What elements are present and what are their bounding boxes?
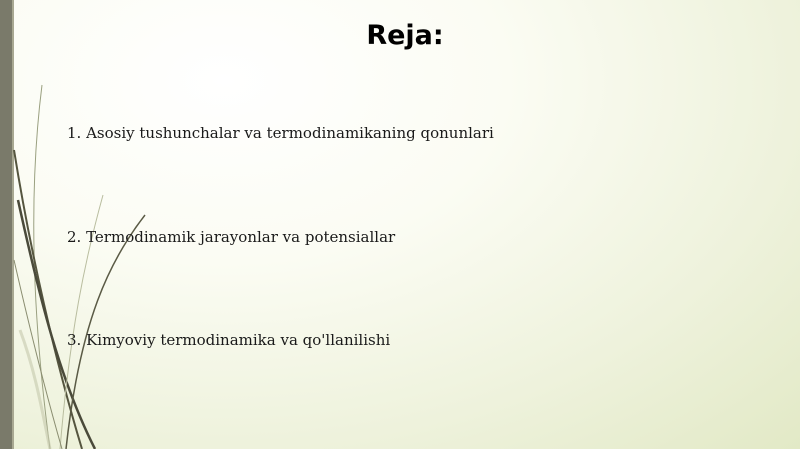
- list-item: 2. Termodinamik jarayonlar va potensiallar: [67, 228, 396, 246]
- decorative-strokes: [0, 0, 160, 449]
- slide-title: Reja:: [366, 20, 444, 51]
- list-item: 1. Asosiy tushunchalar va termodinamikaning qonunlari: [67, 124, 494, 142]
- list-item: 3. Kimyoviy termodinamika va qo'llanilishi: [67, 331, 391, 349]
